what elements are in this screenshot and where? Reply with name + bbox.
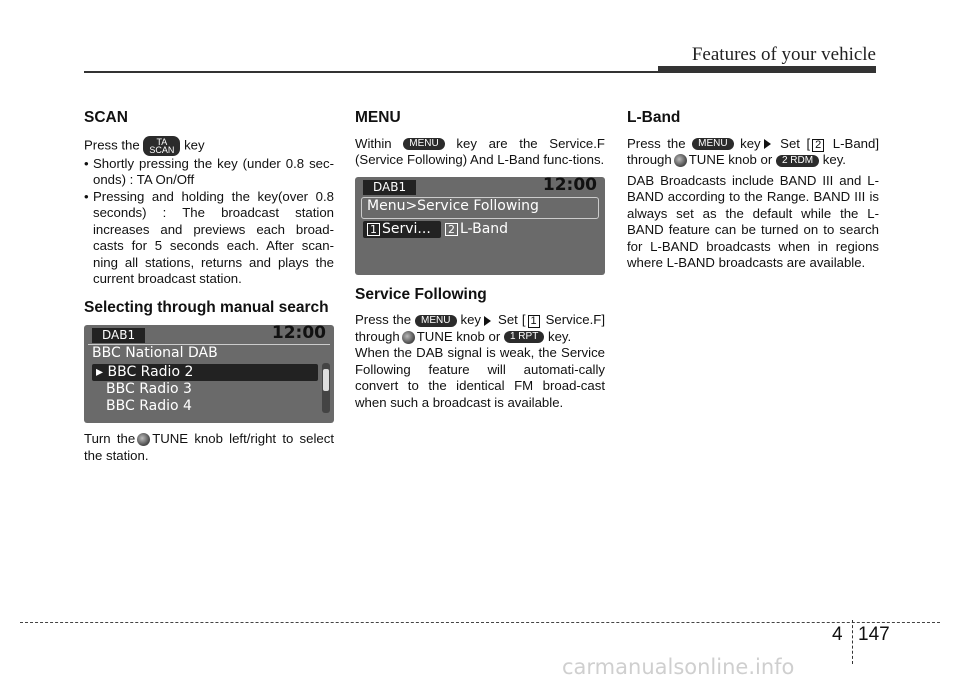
screen-station-2: BBC Radio 3 [106, 381, 192, 397]
turn-rest-text: TUNE knob left/right to select the station. [84, 431, 334, 463]
station-1-label: BBC Radio 2 [107, 364, 194, 380]
page-number: 147 [858, 624, 890, 645]
menu-intro [355, 136, 605, 169]
dab-station-screen [84, 325, 334, 423]
header-rule-accent [658, 66, 876, 73]
lband-steps [627, 136, 879, 169]
lband-through-text: through [627, 152, 672, 167]
sf-tune-text: TUNE knob or [416, 328, 501, 344]
tune-knob-icon [402, 331, 415, 344]
footer-separator [852, 620, 854, 664]
manual-search-title: Selecting through manual search [84, 298, 329, 316]
tune-knob-icon [674, 154, 687, 167]
scan-intro [84, 136, 334, 156]
sf-set-text: Set [ [498, 312, 526, 327]
arrow-right-icon [484, 316, 491, 326]
lband-key-word: key [740, 135, 761, 151]
menu-key: MENU [415, 315, 456, 327]
screen-station-1: ▸ BBC Radio 2 [96, 364, 194, 380]
column-menu [355, 110, 605, 411]
screen-time: 12:00 [542, 174, 597, 195]
sf-through-text: Service.F] through [355, 312, 605, 344]
menu-key: MENU [692, 138, 733, 150]
sf-number: 1 [528, 315, 540, 328]
lband-close-text: L-Band] [832, 135, 879, 151]
screen-station-3: BBC Radio 4 [106, 398, 192, 414]
menu-heading: Menu>Service Following [367, 197, 539, 214]
tune-knob-icon [137, 433, 150, 446]
watermark: carmanualsonline.info [562, 655, 795, 679]
screen-scrollbar [322, 363, 330, 413]
menu-key: MENU [403, 138, 444, 150]
menu-rest-text: key are the Service.F (Service Following) And L-Band func-tions. [355, 135, 605, 167]
lband-set-text: Set [ [780, 135, 811, 151]
arrow-right-icon [764, 139, 771, 149]
screen-tag: DAB1 [92, 328, 145, 343]
menu-screen [355, 174, 605, 275]
sf-keydot-text: key. [547, 328, 572, 344]
menu-title: MENU [355, 109, 401, 126]
ta-scan-key [143, 136, 180, 156]
scan-bullet-hold: • Pressing and holding the key(over 0.8 seconds) : The broadcast station increases and previews each broad-casts for 5 seconds each. After scan-ning all stations, returns and plays the current broadcast station. [84, 189, 334, 288]
screen-tag: DAB1 [363, 180, 416, 195]
turn-text: Turn the [84, 431, 136, 446]
menu-option-2 [443, 221, 508, 238]
chapter-number: 4 [832, 624, 843, 645]
header-title: Features of your vehicle [691, 44, 876, 65]
screen-ensemble: BBC National DAB [92, 345, 218, 361]
ta-key-label: TA [156, 136, 168, 147]
screen-time: 12:00 [271, 323, 326, 343]
lband-number: 2 [812, 139, 824, 152]
sf-press-text: Press the [355, 312, 412, 327]
lband-press-text: Press the [627, 135, 686, 151]
lband-body: DAB Broadcasts include BAND III and L-BAND according to the Range. BAND III is always set as the default while the L-BAND feature can be turned on to search for L-BAND broadcasts when in regions where L-BAND broadcasts are available. [627, 172, 879, 270]
option-1-number: 1 [367, 223, 380, 236]
rdm-key: 2 RDM [776, 155, 819, 167]
scan-title: SCAN [84, 109, 128, 126]
column-scan [84, 110, 334, 464]
menu-option-1 [365, 221, 431, 238]
column-lband [627, 110, 879, 272]
rpt-key: 1 RPT [504, 331, 544, 343]
scan-bullet-short: • Shortly pressing the key (under 0.8 sec-onds) : TA On/Off [84, 156, 334, 189]
service-following-steps [355, 312, 605, 345]
option-2-number: 2 [445, 223, 458, 236]
scan-press-text: Press the [84, 136, 140, 152]
option-1-label: Servi... [382, 220, 431, 237]
within-text: Within [355, 135, 392, 151]
lband-tune-text: TUNE knob or [688, 152, 773, 167]
service-following-title: Service Following [355, 285, 487, 303]
lband-title: L-Band [627, 109, 681, 126]
lband-keydot-text: key. [822, 152, 846, 167]
option-2-label: L-Band [460, 220, 509, 237]
service-following-body: When the DAB signal is weak, the Service Following feature will automati-cally convert to the identical FM broad-cast when such a broadcast is available. [355, 345, 605, 410]
tune-instruction [84, 431, 334, 464]
scan-key-label: SCAN [149, 144, 175, 155]
sf-key-word: key [460, 312, 482, 327]
scan-key-word: key [184, 136, 205, 152]
footer-divider [20, 622, 940, 623]
